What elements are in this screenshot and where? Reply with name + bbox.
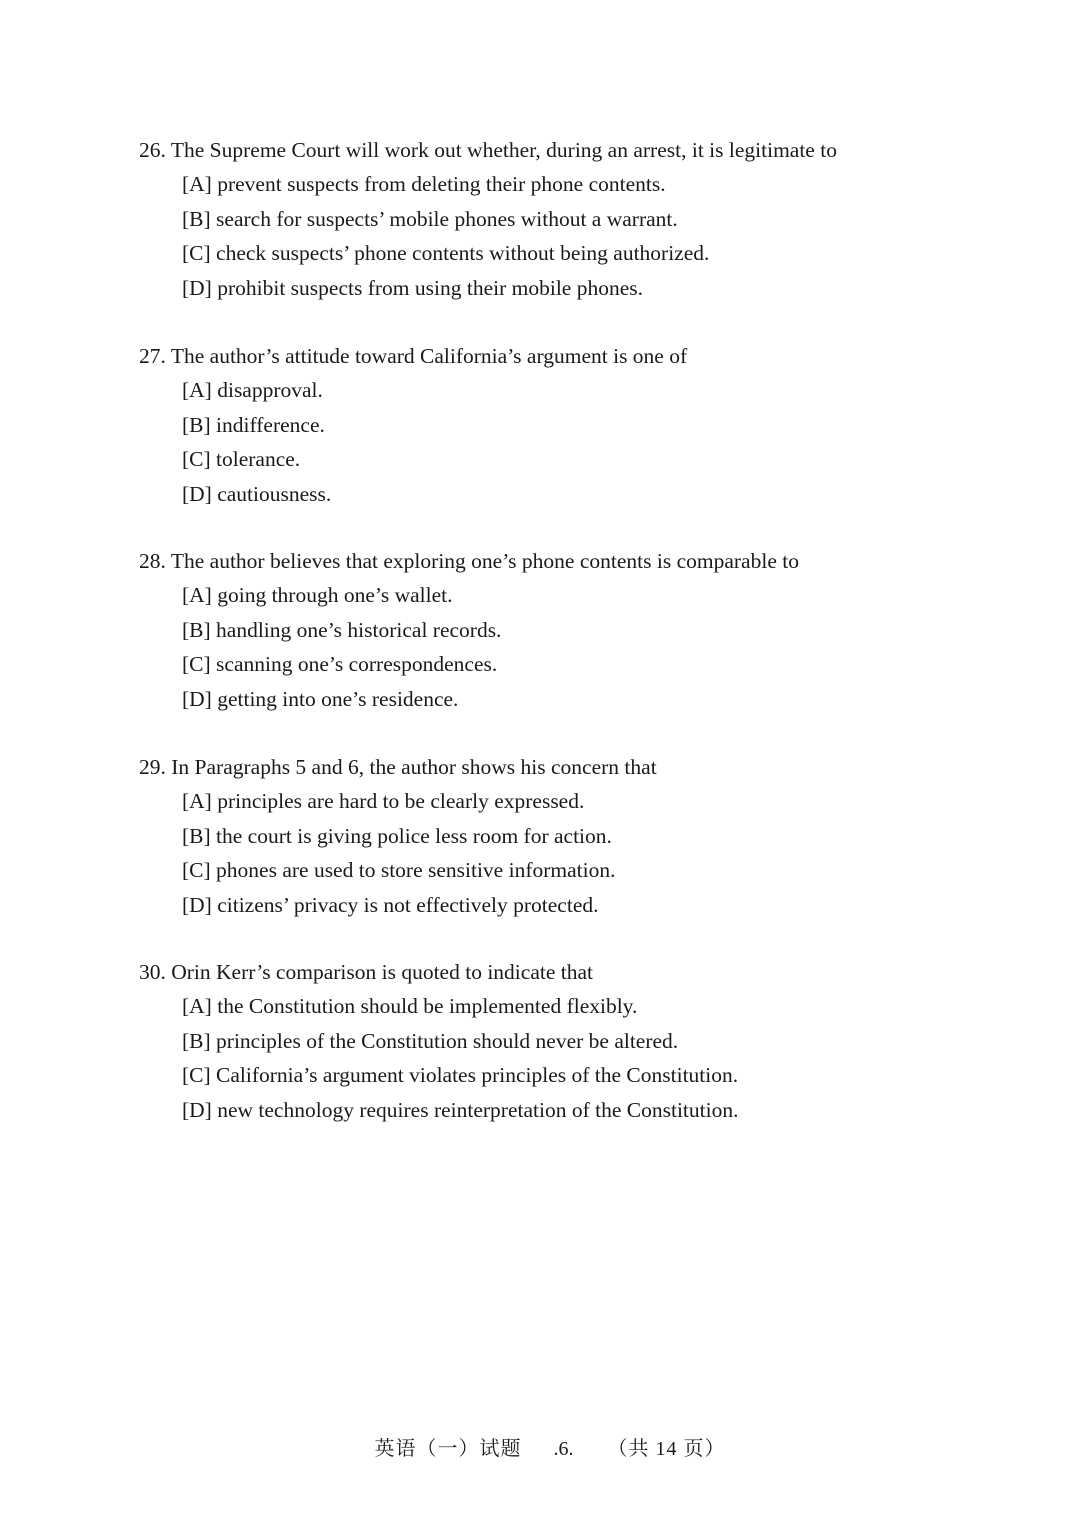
question-30 [139, 955, 1039, 1127]
question-28 [139, 544, 1039, 716]
question-stem: 30. Orin Kerr’s comparison is quoted to indicate that [139, 960, 593, 984]
option-b: [B] indifference. [182, 412, 325, 437]
option-list [139, 784, 1039, 922]
option-b: [B] the court is giving police less room for action. [182, 823, 612, 848]
option-b: [B] search for suspects’ mobile phones without a warrant. [182, 206, 678, 231]
option-a: [A] disapproval. [182, 378, 323, 403]
option-list [139, 167, 1039, 305]
option-d: [D] citizens’ privacy is not effectively protected. [182, 892, 599, 917]
option-d: [D] getting into one’s residence. [182, 686, 459, 711]
question-stem: 26. The Supreme Court will work out whether, during an arrest, it is legitimate to [139, 138, 837, 162]
option-a: [A] going through one’s wallet. [182, 583, 453, 608]
option-b: [B] handling one’s historical records. [182, 617, 502, 642]
option-c: [C] scanning one’s correspondences. [182, 652, 498, 677]
footer-page-total: （共 14 页） [607, 1438, 726, 1460]
option-c: [C] phones are used to store sensitive information. [182, 858, 616, 883]
option-a: [A] prevent suspects from deleting their phone contents. [182, 172, 666, 197]
footer-page-number: .6. [553, 1438, 574, 1460]
option-list [139, 373, 1039, 511]
option-d: [D] prohibit suspects from using their mobile phones. [182, 275, 643, 300]
question-stem: 27. The author’s attitude toward California’s argument is one of [139, 344, 688, 368]
footer-subject: 英语（一）试题 [374, 1438, 522, 1460]
option-a: [A] the Constitution should be implemented flexibly. [182, 994, 638, 1019]
question-stem: 29. In Paragraphs 5 and 6, the author shows his concern that [139, 755, 657, 779]
question-stem: 28. The author believes that exploring one’s phone contents is comparable to [139, 549, 799, 573]
question-27 [139, 339, 1039, 511]
page-footer [0, 1404, 1080, 1494]
option-list [139, 578, 1039, 716]
option-c: [C] tolerance. [182, 447, 301, 472]
option-b: [B] principles of the Constitution should never be altered. [182, 1028, 679, 1053]
option-c: [C] check suspects’ phone contents without being authorized. [182, 241, 710, 266]
option-list [139, 989, 1039, 1127]
question-29 [139, 750, 1039, 922]
option-a: [A] principles are hard to be clearly expressed. [182, 789, 585, 814]
option-d: [D] cautiousness. [182, 481, 332, 506]
option-d: [D] new technology requires reinterpretation of the Constitution. [182, 1097, 739, 1122]
question-26 [139, 133, 1039, 305]
option-c: [C] California’s argument violates principles of the Constitution. [182, 1063, 739, 1088]
